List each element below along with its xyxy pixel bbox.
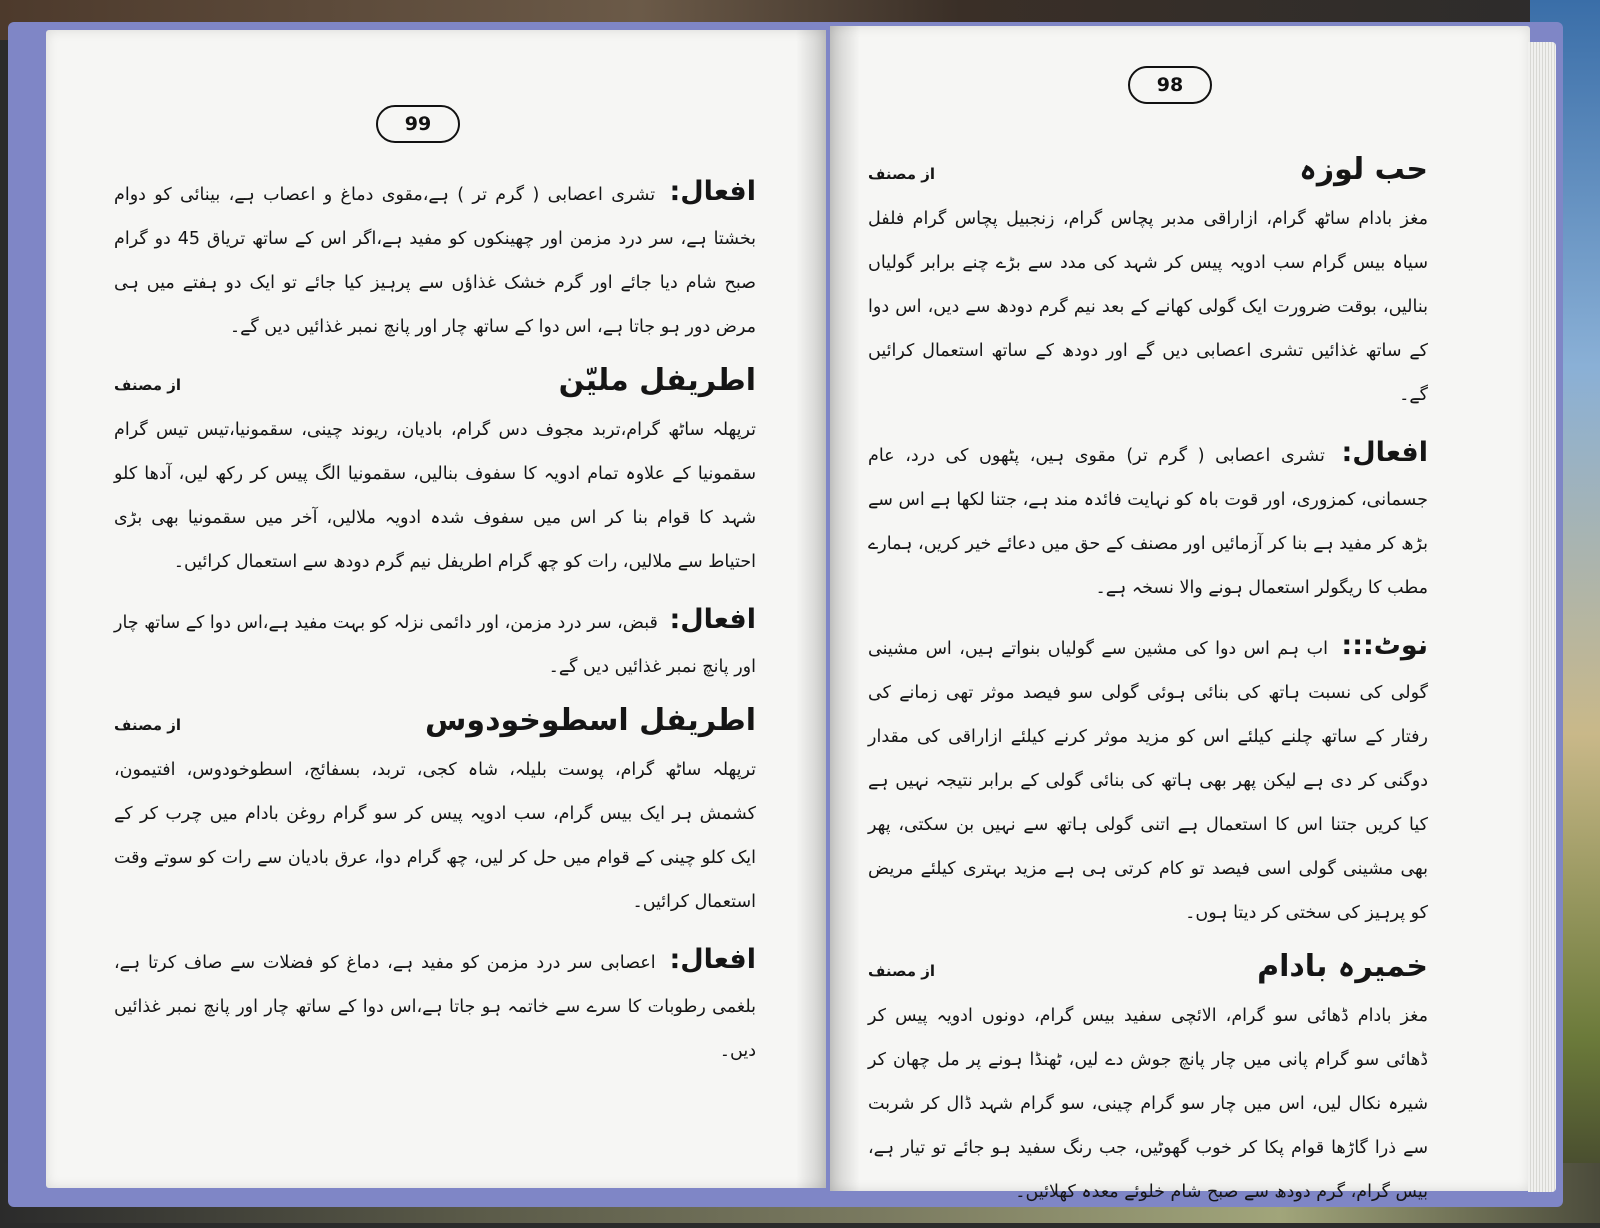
paragraph-lead: افعال: — [669, 944, 756, 975]
page-number: 98 — [1128, 66, 1212, 104]
author-byline: از مصنف — [114, 376, 182, 394]
recipe-title: حب لوزہ — [1299, 152, 1428, 187]
recipe-paragraph — [868, 994, 1428, 1214]
recipe-title: اطریفل اسطوخودوس — [425, 703, 756, 738]
gutter-shadow — [796, 30, 826, 1188]
afaal-paragraph — [114, 170, 756, 349]
paragraph-body: ترپھلہ ساٹھ گرام، پوست بلیلہ، شاہ کجی، تربد، بسفائج، اسطوخودوس، افتیمون، کشمش ہر ایک بیس گرام، سب ادویہ پیس کر سو گرام روغن بادام میں چرب کر کے ایک کلو چینی کے قوام میں حل کر لیں، چھ گرام دوا، عرق بادیان سے رات کو سوتے وقت استعمال کرائیں۔ — [114, 760, 756, 912]
right-page — [830, 26, 1530, 1202]
recipe-paragraph — [114, 748, 756, 924]
paragraph-body: اب ہم اس دوا کی مشین سے گولیاں بنواتے ہیں، اس مشینی گولی کی نسبت ہاتھ کی بنائی ہوئی گولی سو فیصد موثر تھی زمانے کی رفتار کے ساتھ چلنے کیلئے اس کو مزید موثر کرنے کیلئے ازاراقی کی مقدار دوگنی کر دی ہے لیکن پھر بھی ہاتھ کی بنائی گولی کے برابر نتیجہ نہیں ہے کیا کریں جتنا اس کا استعمال ہے اتنی گولی ہاتھ سے نہیں بن سکتی، پھر بھی مشینی گولی اسی فیصد تو کام کرتی ہی ہے مزید بہتری کیلئے مریض کو پرہیز کی سختی کر دیتا ہوں۔ — [868, 639, 1428, 923]
recipe-title-row — [868, 152, 1428, 187]
paragraph-body: ترپھلہ ساٹھ گرام،تربد مجوف دس گرام، بادیان، ریوند چینی، سقمونیا،تیس تیس گرام سقمونیا کے علاوہ تمام ادویہ کا سفوف بنالیں، سقمونیا الگ پیس کر رکھ لیں، آدھا کلو شہد کا قوام بنا کر اس میں سفوف شدہ ادویہ ملالیں، آخر میں سقمونیا بھی بڑی احتیاط سے ملالیں، رات کو چھ گرام اطریفل نیم گرم دودھ سے استعمال کرائیں۔ — [114, 420, 756, 572]
left-page — [46, 30, 826, 1188]
paragraph-body: قبض، سر درد مزمن، اور دائمی نزلہ کو بہت مفید ہے،اس دوا کے ساتھ چار اور پانچ نمبر غذائیں دیں گے۔ — [114, 613, 756, 677]
paragraph-body: تشری اعصابی ( گرم تر) مقوی ہیں، پٹھوں کی درد، عام جسمانی، کمزوری، اور قوت باہ کو نہایت فائدہ مند ہے، جتنا لکھا ہے اس سے بڑھ کر مفید ہے بنا کر آزمائیں اور مصنف کے حق میں دعائے خیر کریں، ہمارے مطب کا ریگولر استعمال ہونے والا نسخہ ہے۔ — [868, 446, 1428, 598]
note-paragraph — [868, 624, 1428, 935]
recipe-title-row — [114, 703, 756, 738]
author-byline: از مصنف — [114, 716, 182, 734]
paragraph-lead: افعال: — [669, 604, 756, 635]
recipe-title-row — [868, 949, 1428, 984]
paragraph-body: مغز بادام ڈھائی سو گرام، الائچی سفید بیس گرام، دونوں ادویہ پیس کر ڈھائی سو گرام پانی میں چار پانچ جوش دے لیں، ٹھنڈا ہونے پر مل چھان کر شیرہ نکال لیں، اس میں چار سو گرام چینی، سو گرام شہد ڈال کر شربت سے ذرا گاڑھا قوام پکا کر خوب گھوٹیں، جب رنگ سفید ہو جائے تو تیار ہے، بیس گرام، گرم دودھ سے صبح شام خلوئے معدہ کھلائیں۔ — [868, 1006, 1428, 1202]
paragraph-body: اعصابی سر درد مزمن کو مفید ہے، دماغ کو فضلات سے صاف کرتا ہے، بلغمی رطوبات کا سرے سے خاتمہ ہو جاتا ہے،اس دوا کے ساتھ چار اور پانچ نمبر غذائیں دیں۔ — [114, 953, 756, 1061]
recipe-title-row — [114, 363, 756, 398]
recipe-title: اطریفل ملیّن — [558, 363, 756, 398]
afaal-paragraph — [114, 938, 756, 1073]
recipe-paragraph — [114, 408, 756, 584]
paragraph-lead: افعال: — [1341, 437, 1428, 468]
paragraph-lead: افعال: — [669, 176, 756, 207]
right-page-content — [868, 146, 1428, 1228]
afaal-paragraph — [114, 598, 756, 689]
paragraph-lead: نوٹ::: — [1341, 630, 1428, 661]
paragraph-body: تشری اعصابی ( گرم تر ) ہے،مقوی دماغ و اعصاب ہے، بینائی کو دوام بخشتا ہے، سر درد مزمن اور چھینکوں کو مفید ہے،اگر اس کے ساتھ تریاق 45 دو گرام صبح شام دیا جائے اور گرم خشک غذاؤں سے پرہیز کیا جائے تو ایک دو ہفتے میں ہی مرض دور ہو جاتا ہے، اس دوا کے ساتھ چار اور پانچ نمبر غذائیں دیں گے۔ — [114, 185, 756, 337]
author-byline: از مصنف — [868, 165, 936, 183]
page-edges — [1528, 42, 1556, 1192]
author-byline: از مصنف — [868, 962, 936, 980]
recipe-title: خمیرہ بادام — [1257, 949, 1428, 984]
page-number: 99 — [376, 105, 460, 143]
open-book — [8, 22, 1563, 1207]
afaal-paragraph — [868, 431, 1428, 610]
gutter-shadow — [830, 26, 860, 1191]
paragraph-body: مغز بادام ساٹھ گرام، ازاراقی مدبر پچاس گرام، زنجبیل پچاس گرام فلفل سیاہ بیس گرام سب ادویہ پیس کر شہد کی مدد سے بڑے چنے برابر گولیاں بنالیں، بوقت ضرورت ایک گولی کھانے کے بعد نیم گرم دودھ سے دیں، اس دوا کے ساتھ غذائیں تشری اعصابی دیں گے اور دودھ کے ساتھ استعمال کرائیں گے۔ — [868, 209, 1428, 405]
left-page-content — [114, 170, 756, 1087]
recipe-paragraph — [868, 197, 1428, 417]
